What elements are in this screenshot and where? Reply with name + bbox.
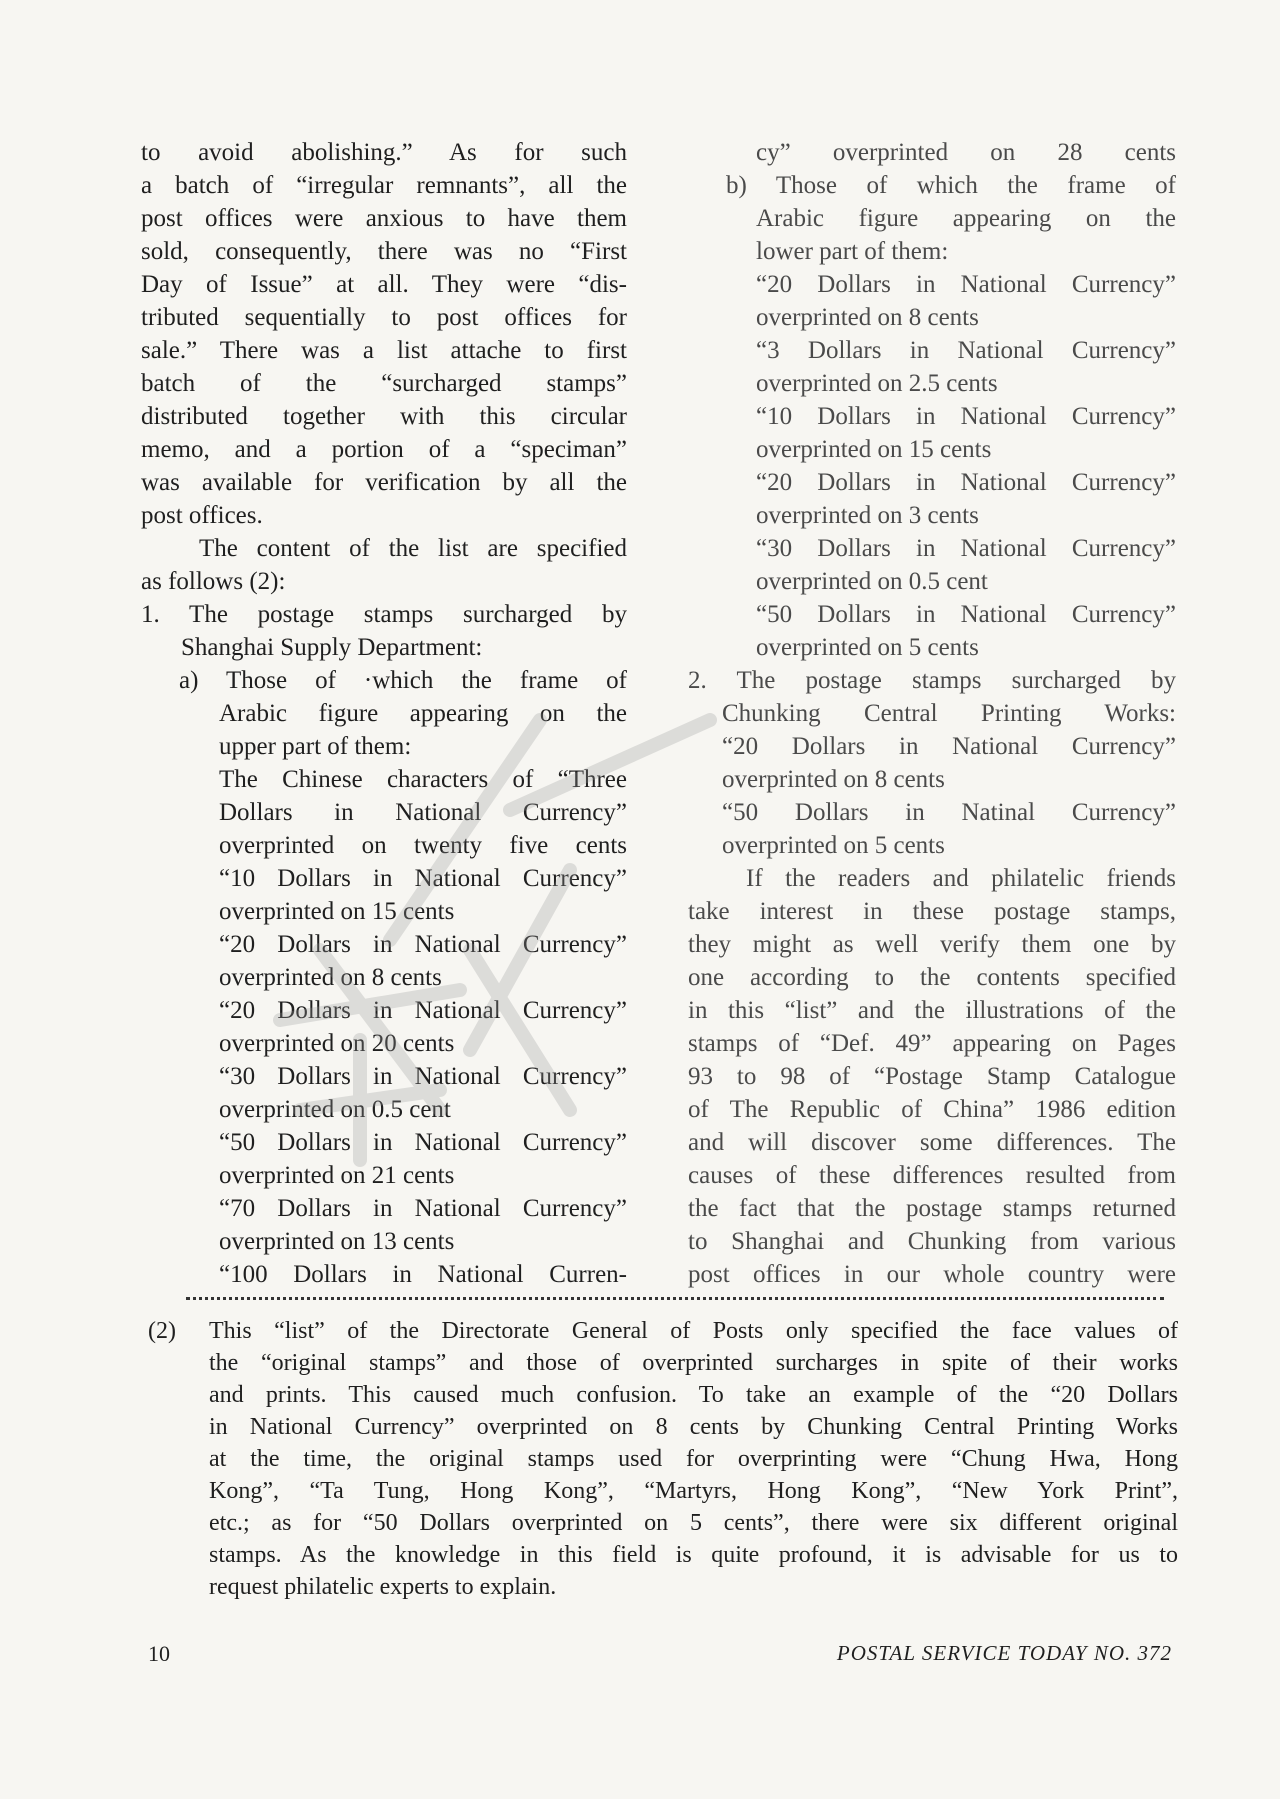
running-footer: POSTAL SERVICE TODAY NO. 372 — [836, 1641, 1172, 1665]
text-line: stamps of “Def. 49” appearing on Pages — [688, 1030, 1176, 1057]
text-line: tributed sequentially to post offices for — [141, 304, 627, 331]
text-line: to avoid abolishing.” As for such — [141, 139, 627, 166]
text-line: 1. The postage stamps surcharged by — [141, 601, 627, 628]
text-line: overprinted on 0.5 cent — [219, 1096, 451, 1123]
text-line: “50 Dollars in Natinal Currency” — [722, 799, 1176, 826]
text-line: lower part of them: — [756, 238, 949, 265]
left-text-column — [141, 136, 627, 1291]
text-line: “10 Dollars in National Currency” — [756, 403, 1176, 430]
text-line: memo, and a portion of a “speciman” — [141, 436, 627, 463]
text-line: post offices. — [141, 502, 263, 529]
text-line: Dollars in National Currency” — [219, 799, 627, 826]
text-line: they might as well verify them one by — [688, 931, 1176, 958]
text-line: post offices in our whole country were — [688, 1261, 1176, 1288]
text-line: overprinted on 8 cents — [219, 964, 442, 991]
text-line: “20 Dollars in National Currency” — [219, 931, 627, 958]
text-line: overprinted on 2.5 cents — [756, 370, 998, 397]
text-line: take interest in these postage stamps, — [688, 898, 1176, 925]
text-line: “20 Dollars in National Currency” — [219, 997, 627, 1024]
text-line: and will discover some differences. The — [688, 1129, 1176, 1156]
footnote-line: in National Currency” overprinted on 8 cents by Chunking Central Printing Works — [209, 1414, 1178, 1440]
text-line: overprinted on 8 cents — [756, 304, 979, 331]
footnote-line: and prints. This caused much confusion. To take an example of the “20 Dollars — [209, 1382, 1178, 1408]
text-line: cy” overprinted on 28 cents — [756, 139, 1176, 166]
text-line: overprinted on twenty five cents — [219, 832, 627, 859]
text-line: “30 Dollars in National Currency” — [219, 1063, 627, 1090]
text-line: “20 Dollars in National Currency” — [756, 271, 1176, 298]
text-line: Arabic figure appearing on the — [756, 205, 1176, 232]
footnote-line: request philatelic experts to explain. — [209, 1574, 557, 1600]
text-line: Arabic figure appearing on the — [219, 700, 627, 727]
text-line: “50 Dollars in National Currency” — [756, 601, 1176, 628]
text-line: overprinted on 5 cents — [756, 634, 979, 661]
right-text-column — [688, 136, 1176, 1291]
footnote-line: at the time, the original stamps used for overprinting were “Chung Hwa, Hong — [209, 1446, 1178, 1472]
text-line: 2. The postage stamps surcharged by — [688, 667, 1176, 694]
footnote-number: (2) — [148, 1318, 176, 1344]
text-line: distributed together with this circular — [141, 403, 627, 430]
footnote-line: This “list” of the Directorate General of Posts only specified the face values of — [209, 1318, 1178, 1344]
text-line: “50 Dollars in National Currency” — [219, 1129, 627, 1156]
text-line: overprinted on 21 cents — [219, 1162, 455, 1189]
text-line: as follows (2): — [141, 568, 286, 595]
text-line: The content of the list are specified — [199, 535, 627, 562]
text-line: The Chinese characters of “Three — [219, 766, 627, 793]
text-line: “20 Dollars in National Currency” — [722, 733, 1176, 760]
text-line: in this “list” and the illustrations of the — [688, 997, 1176, 1024]
footnote-line: stamps. As the knowledge in this field is quite profound, it is advisable for us to — [209, 1542, 1178, 1568]
footnote-divider — [186, 1297, 1164, 1300]
text-line: the fact that the postage stamps returned — [688, 1195, 1176, 1222]
text-line: “70 Dollars in National Currency” — [219, 1195, 627, 1222]
page-number: 10 — [148, 1641, 170, 1666]
text-line: sold, consequently, there was no “First — [141, 238, 627, 265]
text-line: batch of the “surcharged stamps” — [141, 370, 627, 397]
text-line: “100 Dollars in National Curren- — [219, 1261, 627, 1288]
footnote-line: etc.; as for “50 Dollars overprinted on 5 cents”, there were six different original — [209, 1510, 1178, 1536]
text-line: causes of these differences resulted from — [688, 1162, 1176, 1189]
text-line: overprinted on 15 cents — [219, 898, 455, 925]
text-line: overprinted on 8 cents — [722, 766, 945, 793]
text-line: “30 Dollars in National Currency” — [756, 535, 1176, 562]
text-line: of The Republic of China” 1986 edition — [688, 1096, 1176, 1123]
text-line: b) Those of which the frame of — [726, 172, 1176, 199]
text-line: 93 to 98 of “Postage Stamp Catalogue — [688, 1063, 1176, 1090]
text-line: If the readers and philatelic friends — [746, 865, 1176, 892]
text-line: “10 Dollars in National Currency” — [219, 865, 627, 892]
text-line: overprinted on 0.5 cent — [756, 568, 988, 595]
text-line: Chunking Central Printing Works: — [722, 700, 1176, 727]
text-line: overprinted on 5 cents — [722, 832, 945, 859]
text-line: upper part of them: — [219, 733, 412, 760]
text-line: was available for verification by all the — [141, 469, 627, 496]
text-line: one according to the contents specified — [688, 964, 1176, 991]
text-line: overprinted on 13 cents — [219, 1228, 455, 1255]
text-line: post offices were anxious to have them — [141, 205, 627, 232]
footnote-line: the “original stamps” and those of overprinted surcharges in spite of their works — [209, 1350, 1178, 1376]
text-line: a batch of “irregular remnants”, all the — [141, 172, 627, 199]
text-line: a) Those of ·which the frame of — [179, 667, 627, 694]
text-line: “20 Dollars in National Currency” — [756, 469, 1176, 496]
text-line: overprinted on 15 cents — [756, 436, 992, 463]
text-line: Day of Issue” at all. They were “dis- — [141, 271, 627, 298]
text-line: overprinted on 20 cents — [219, 1030, 455, 1057]
footnote-body — [209, 1315, 1178, 1603]
text-line: sale.” There was a list attache to first — [141, 337, 627, 364]
text-line: “3 Dollars in National Currency” — [756, 337, 1176, 364]
text-line: overprinted on 3 cents — [756, 502, 979, 529]
footnote-line: Kong”, “Ta Tung, Hong Kong”, “Martyrs, Hong Kong”, “New York Print”, — [209, 1478, 1178, 1504]
text-line: to Shanghai and Chunking from various — [688, 1228, 1176, 1255]
text-line: Shanghai Supply Department: — [181, 634, 483, 661]
